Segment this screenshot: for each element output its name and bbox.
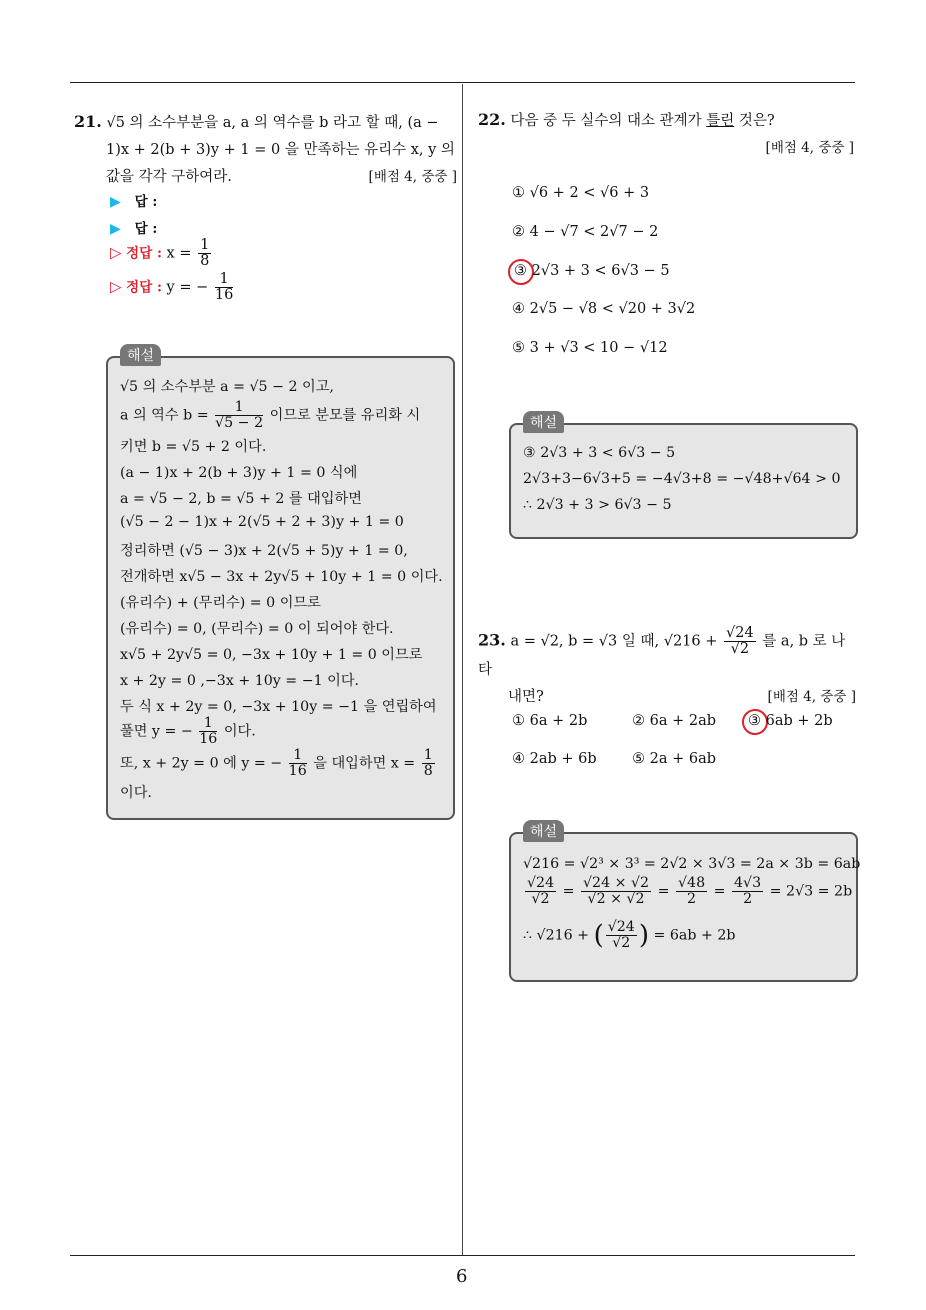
- explanation-box-22: [509, 415, 858, 539]
- right-paren: ): [638, 920, 649, 951]
- explanation-tag: 해설: [120, 344, 161, 366]
- text: 이므로 분모를 유리화 시: [269, 407, 421, 424]
- text: = 6ab + 2b: [653, 927, 736, 944]
- explain-line: 2√3+3−6√3+5 = −4√3+8 = −√48+√64 > 0: [523, 471, 841, 487]
- text: = 2√3 = 2b: [769, 883, 853, 900]
- explain-line: 정리하면 (√5 − 3)x + 2(√5 + 5)y + 1 = 0,: [120, 543, 408, 559]
- left-paren: (: [593, 920, 604, 951]
- explain-line: ∴ 2√3 + 3 > 6√3 − 5: [523, 497, 672, 513]
- denominator: 16: [214, 287, 234, 303]
- column-divider: [462, 84, 463, 1256]
- question-meta: [배점 4, 중중 ]: [765, 140, 854, 156]
- numerator: 1: [215, 272, 233, 288]
- fraction: [198, 238, 211, 269]
- explain-line: √5 의 소수부분 a = √5 − 2 이고,: [120, 379, 334, 395]
- answer-label: 답 :: [134, 194, 158, 210]
- explain-line: 전개하면 x√5 − 3x + 2y√5 + 10y + 1 = 0 이다.: [120, 569, 443, 585]
- numerator: √48: [678, 875, 706, 891]
- explain-line: x + 2y = 0 ,−3x + 10y = −1 이다.: [120, 673, 360, 689]
- question-text: 를 a, b 로 나타: [478, 633, 846, 678]
- numerator: 4√3: [734, 875, 762, 891]
- var-x: x =: [166, 245, 192, 262]
- option-3[interactable]: ③ 2√3 + 3 < 6√3 − 5: [514, 263, 670, 279]
- question-meta: [배점 4, 중중 ]: [368, 169, 457, 185]
- fraction: [732, 876, 763, 907]
- fraction: [581, 876, 651, 907]
- fraction: [289, 748, 307, 779]
- explain-line: [120, 748, 437, 779]
- explanation-box-21: [106, 348, 455, 820]
- denominator: √5 − 2: [215, 415, 264, 431]
- correct-label: 정답 :: [126, 245, 162, 262]
- explain-line: a = √5 − 2, b = √5 + 2 를 대입하면: [120, 491, 362, 507]
- fraction: [215, 272, 233, 303]
- denominator: 8: [423, 763, 433, 779]
- question-23: [478, 626, 858, 711]
- option-3[interactable]: ③ 6ab + 2b: [748, 713, 833, 729]
- explanation-box-23: [509, 824, 861, 982]
- denominator: 16: [288, 763, 307, 779]
- play-icon: ▶: [110, 221, 121, 237]
- denominator: 2: [743, 891, 753, 907]
- option-4[interactable]: ④ 2√5 − √8 < √20 + 3√2: [512, 301, 696, 317]
- question-text: a = √2, b = √3 일 때, √216 +: [510, 633, 718, 650]
- explain-line: [120, 716, 256, 747]
- play-icon: ▶: [110, 194, 121, 210]
- question-text-line3: 값을 각각 구하여라.: [106, 169, 232, 185]
- text: ∴ √216 +: [523, 927, 590, 944]
- explain-line: $\frac{√24}{√2}$ = $\frac{√24 \times √2}{√2 \times √2}$ = $\frac{√48}{2}$ = $\frac{4√3}{2}$ = 2√3 = 2b: [527, 875, 853, 907]
- fraction: [525, 876, 556, 907]
- numerator: √24 × √2: [583, 875, 650, 891]
- option-2[interactable]: ② 4 − √7 < 2√7 − 2: [512, 224, 659, 240]
- explain-line: (a − 1)x + 2(b + 3)y + 1 = 0 식에: [120, 465, 358, 481]
- page-number: 6: [456, 1266, 468, 1287]
- explain-line: (유리수) = 0, (무리수) = 0 이 되어야 한다.: [120, 621, 394, 637]
- numerator: 1: [215, 400, 263, 416]
- question-text-line2: 1)x + 2(b + 3)y + 1 = 0 을 만족하는 유리수 x, y 의: [106, 142, 455, 158]
- option-5[interactable]: ⑤ 3 + √3 < 10 − √12: [512, 340, 668, 356]
- text: a 의 역수 b =: [120, 407, 209, 424]
- question-text: 다음 중 두 실수의 대소 관계가: [510, 113, 707, 129]
- outline-play-icon: ▷: [110, 243, 122, 262]
- option-1[interactable]: ① 6a + 2b: [512, 713, 588, 729]
- denominator: √2 × √2: [587, 891, 645, 907]
- text: 이다.: [223, 723, 256, 740]
- text: 풀면 y = −: [120, 723, 193, 740]
- fraction: [676, 876, 707, 907]
- numerator: 1: [199, 716, 217, 732]
- explanation-tag: 해설: [523, 820, 564, 842]
- option-2[interactable]: ② 6a + 2ab: [632, 713, 716, 729]
- question-number: 21.: [74, 112, 102, 131]
- outline-play-icon: ▷: [110, 277, 122, 296]
- explain-line: ③ 2√3 + 3 < 6√3 − 5: [523, 445, 676, 461]
- denominator: √2: [531, 891, 550, 907]
- text: 을 대입하면 x =: [313, 755, 416, 772]
- fraction: [215, 400, 263, 431]
- explain-line: x√5 + 2y√5 = 0, −3x + 10y + 1 = 0 이므로: [120, 647, 423, 663]
- denominator: 16: [199, 731, 218, 747]
- explain-line: [120, 400, 420, 431]
- explain-line: 이다.: [120, 785, 152, 801]
- explain-line: 두 식 x + 2y = 0, −3x + 10y = −1 을 연립하여: [120, 699, 437, 715]
- numerator: 1: [200, 237, 210, 253]
- bottom-rule: [70, 1255, 855, 1256]
- explain-line: (유리수) + (무리수) = 0 이므로: [120, 595, 321, 611]
- fraction: [724, 626, 756, 657]
- explanation-tag: 해설: [523, 411, 564, 433]
- question-number: 23.: [478, 630, 506, 650]
- question-text-line1: √5 의 소수부분을 a, a 의 역수를 b 라고 할 때, (a −: [106, 115, 439, 131]
- denominator: √2: [612, 935, 631, 951]
- answer-row-2: [110, 217, 157, 237]
- question-text-line2: 내면?: [508, 689, 544, 705]
- answer-row-1: [110, 190, 157, 210]
- option-1[interactable]: ① √6 + 2 < √6 + 3: [512, 185, 650, 201]
- correct-label: 정답 :: [126, 279, 162, 296]
- option-5[interactable]: ⑤ 2a + 6ab: [632, 751, 716, 767]
- explain-line: [523, 920, 735, 951]
- explain-line: (√5 − 2 − 1)x + 2(√5 + 2 + 3)y + 1 = 0: [120, 514, 404, 530]
- fraction: [199, 716, 217, 747]
- correct-answer-x: [110, 238, 213, 269]
- fraction: [422, 748, 435, 779]
- question-text-underlined: 틀린: [706, 113, 735, 129]
- var-y: y = −: [166, 279, 209, 296]
- denominator: √2: [730, 641, 750, 657]
- text: 또, x + 2y = 0 에 y = −: [120, 755, 283, 772]
- top-rule: [70, 82, 855, 83]
- explain-line: √216 = √2³ × 3³ = 2√2 × 3√3 = 2a × 3b = 6ab: [523, 856, 861, 872]
- numerator: √24: [726, 625, 754, 641]
- question-text: 것은?: [734, 113, 775, 129]
- question-meta: [배점 4, 중중 ]: [767, 689, 856, 705]
- question-21: [74, 108, 459, 191]
- question-22: [478, 106, 856, 162]
- numerator: √24: [527, 875, 555, 891]
- numerator: √24: [607, 919, 635, 935]
- numerator: 1: [289, 748, 307, 764]
- denominator: 2: [687, 891, 697, 907]
- numerator: 1: [423, 747, 433, 763]
- explain-line: 키면 b = √5 + 2 이다.: [120, 439, 267, 455]
- correct-answer-y: [110, 272, 235, 303]
- denominator: 8: [200, 253, 210, 269]
- fraction: [606, 920, 637, 951]
- question-number: 22.: [478, 110, 506, 129]
- option-4[interactable]: ④ 2ab + 6b: [512, 751, 597, 767]
- answer-label: 답 :: [134, 221, 158, 237]
